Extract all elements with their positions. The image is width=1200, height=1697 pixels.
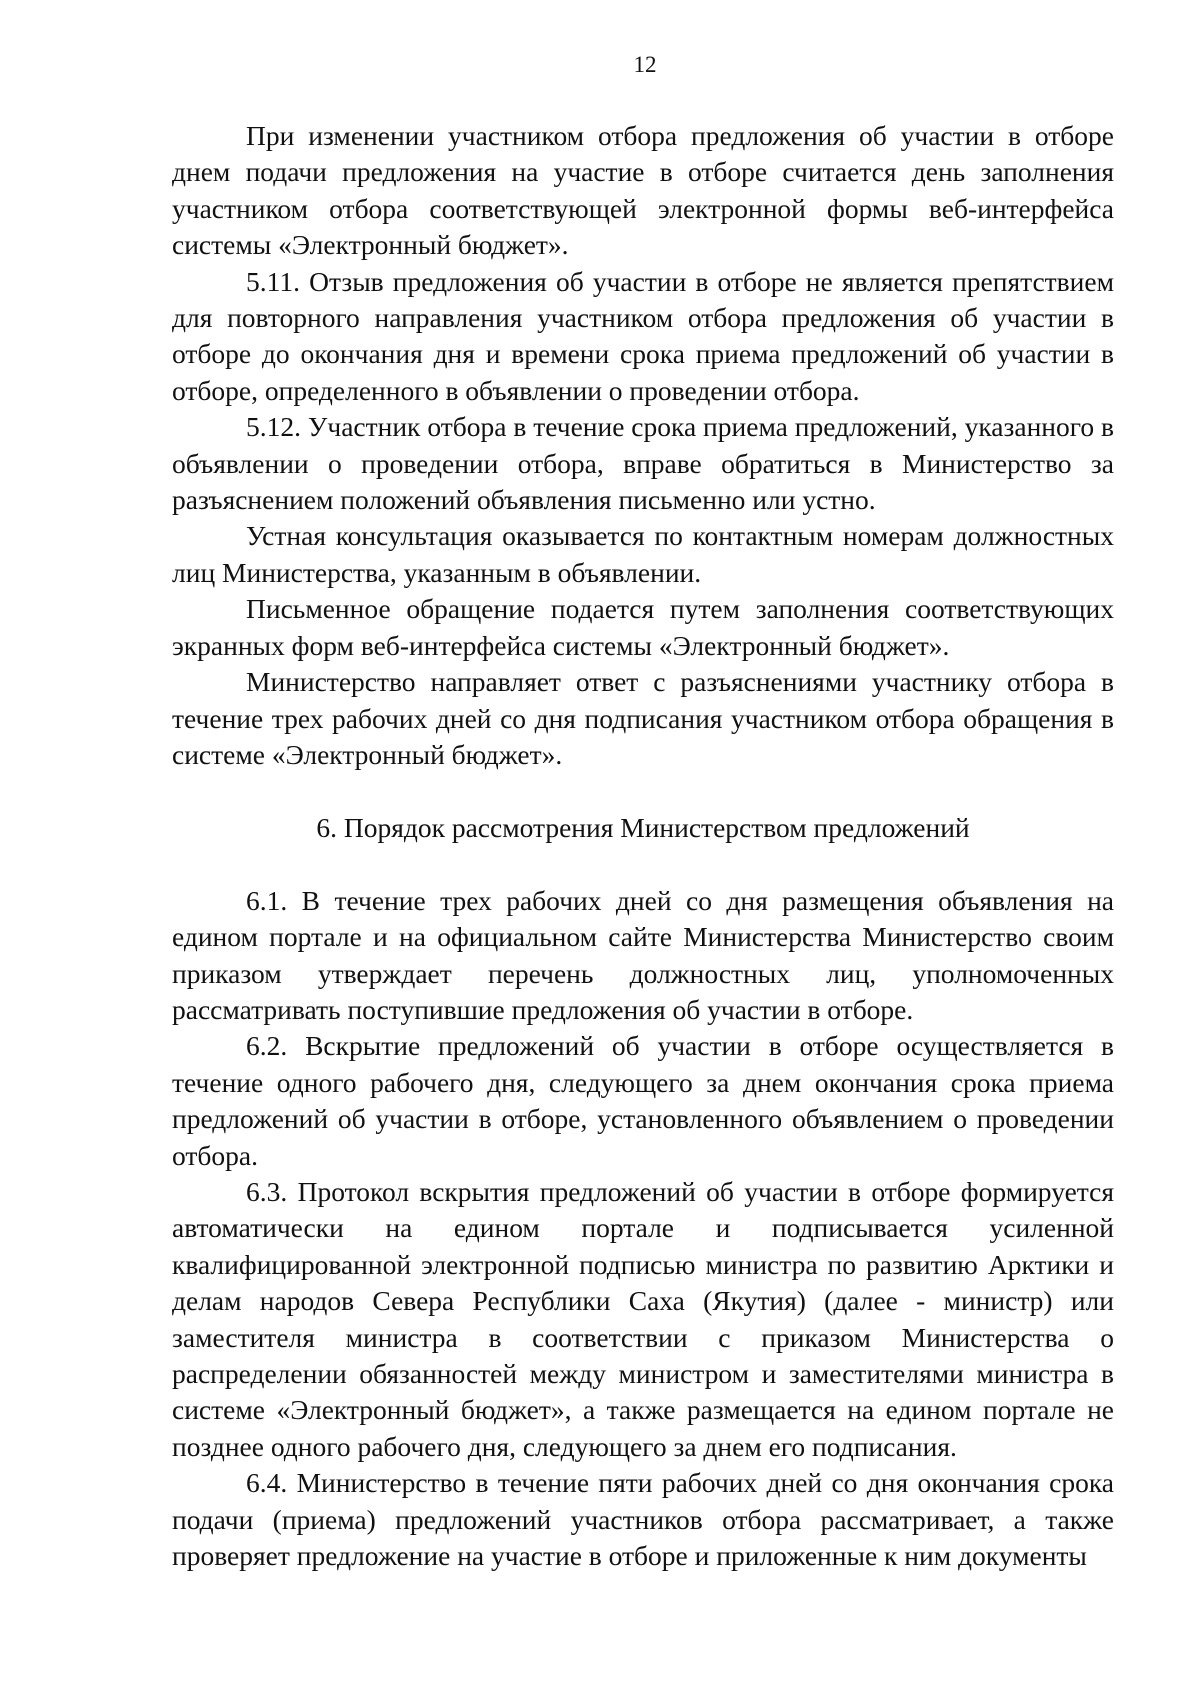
paragraph-5-11: 5.11. Отзыв предложения об участии в отборе не является препятствием для повторного направления участником отбора предложения об участии в отборе до окончания дня и времени срока приема предложений об участии в отборе, определенного в объявлении о проведении отбора. (172, 265, 1114, 406)
paragraph-6-1: 6.1. В течение трех рабочих дней со дня размещения объявления на едином портале и на официальном сайте Министерства Министерство своим приказом утверждает перечень должностных лиц, уполномоченных рассматривать поступившие предложения об участии в отборе. (172, 884, 1114, 1025)
page-number: 12 (633, 52, 657, 77)
paragraph: Устная консультация оказывается по контактным номерам должностных лиц Министерства, указанным в объявлении. (172, 520, 1114, 588)
paragraph-6-3: 6.3. Протокол вскрытия предложений об участии в отборе формируется автоматически на едином портале и подписывается усиленной квалифицированной электронной подписью министра по развитию Арктики и делам народов Севера Республики Саха (Якутия) (далее - министр) или заместителя министра в соответствии с приказом Министерства о распределении обязанностей между министром и заместителями министра в системе «Электронный бюджет», а также размещается на едином портале не позднее одного рабочего дня, следующего за днем его подписания. (172, 1175, 1114, 1462)
paragraph: Министерство направляет ответ с разъяснениями участнику отбора в течение трех рабочих дней со дня подписания участником отбора обращения в системе «Электронный бюджет». (172, 666, 1114, 770)
document-body (172, 118, 1114, 1574)
paragraph-6-2: 6.2. Вскрытие предложений об участии в отборе осуществляется в течение одного рабочего дня, следующего за днем окончания срока приема предложений об участии в отборе, установленного объявлением о проведении отбора. (172, 1030, 1114, 1171)
paragraph: Письменное обращение подается путем заполнения соответствующих экранных форм веб-интерфейса системы «Электронный бюджет». (172, 593, 1114, 661)
paragraph-6-4: 6.4. Министерство в течение пяти рабочих дней со дня окончания срока подачи (приема) предложений участников отбора рассматривает, а также проверяет предложение на участие в отборе и приложенные к ним документы (172, 1467, 1114, 1572)
section-heading: 6. Порядок рассмотрения Министерством предложений (316, 812, 970, 844)
paragraph: При изменении участником отбора предложения об участии в отборе днем подачи предложения на участие в отборе считается день заполнения участником отбора соответствующей электронной формы веб-интерфейса системы «Электронный бюджет». (172, 120, 1114, 261)
paragraph-5-12: 5.12. Участник отбора в течение срока приема предложений, указанного в объявлении о проведении отбора, вправе обратиться в Министерство за разъяснением положений объявления письменно или устно. (172, 411, 1114, 516)
